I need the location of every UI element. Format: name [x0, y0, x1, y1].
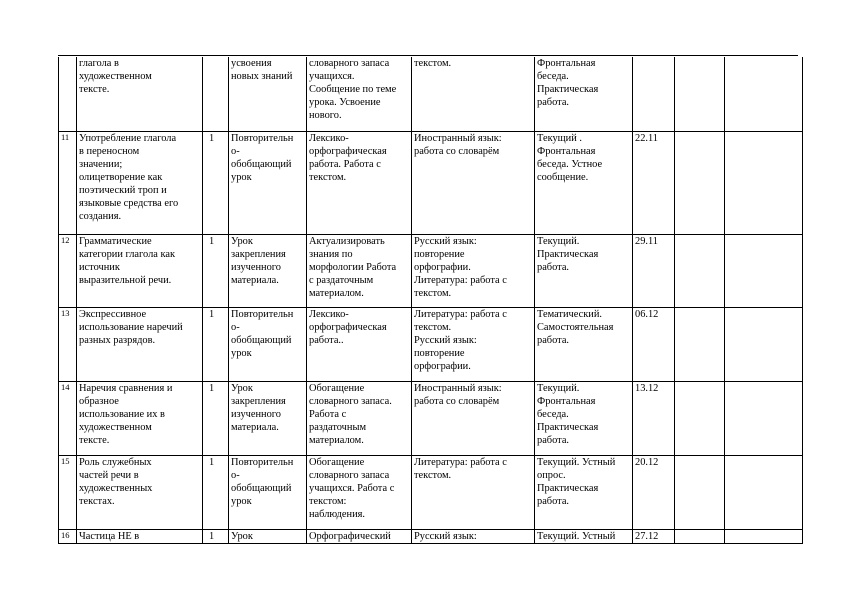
cell-line: наблюдения.	[309, 508, 366, 520]
cell-extra2	[725, 455, 803, 529]
cell-hours: 1	[203, 307, 229, 381]
cell-line: текстом.	[414, 321, 452, 333]
cell-line: Литература: работа с	[414, 456, 507, 468]
cell-line: изученного	[231, 261, 281, 273]
cell-line: раздаточным	[309, 421, 367, 433]
cell-line: Тематический.	[537, 308, 602, 320]
cell-line: беседа. Устное	[537, 158, 603, 170]
cell-lesson-type	[229, 381, 307, 455]
cell-extra2	[725, 529, 803, 543]
cell-line: Литература: работа с	[414, 274, 507, 286]
cell-line: Орфографический	[309, 530, 391, 542]
cell-line: новых знаний	[231, 71, 293, 82]
cell-line: Самостоятельная	[537, 321, 614, 333]
cell-line: морфологии Работа	[309, 261, 397, 273]
cell-line: текстом.	[414, 469, 452, 481]
cell-extra2	[725, 131, 803, 234]
cell-date	[633, 57, 675, 131]
cell-lesson-type	[229, 529, 307, 543]
cell-line: Наречия сравнения и	[79, 382, 173, 394]
cell-topic	[77, 307, 203, 381]
cell-line: повторение	[414, 248, 465, 260]
cell-line: учащихся. Работа с	[309, 482, 395, 494]
cell-hours: 1	[203, 131, 229, 234]
cell-hours: 1	[203, 234, 229, 307]
cell-num: 11	[59, 131, 77, 234]
cell-activities	[307, 234, 412, 307]
table-row	[59, 234, 803, 307]
cell-links	[412, 307, 535, 381]
cell-line: текстом.	[414, 287, 452, 299]
cell-extra2	[725, 307, 803, 381]
cell-line: Лексико-	[309, 308, 349, 320]
cell-line: работа. Работа с	[309, 158, 381, 170]
cell-topic	[77, 529, 203, 543]
cell-extra1	[675, 234, 725, 307]
cell-line: о-	[231, 321, 240, 333]
cell-line: Практическая	[537, 248, 599, 260]
cell-line: Текущий. Устный	[537, 530, 616, 542]
cell-links	[412, 57, 535, 131]
cell-line: использование наречий	[79, 321, 183, 333]
cell-line: Актуализировать	[309, 235, 385, 247]
cell-line: урок	[231, 495, 252, 507]
cell-line: Иностранный язык:	[414, 382, 502, 394]
cell-lesson-type	[229, 131, 307, 234]
cell-line: закрепления	[231, 248, 286, 260]
cell-line: частей речи в	[79, 469, 139, 481]
cell-line: сообщение.	[537, 171, 589, 183]
cell-control	[535, 381, 633, 455]
cell-line: обобщающий	[231, 158, 292, 170]
cell-lesson-type	[229, 455, 307, 529]
cell-line: Текущий.	[537, 382, 580, 394]
cell-line: урок	[231, 347, 252, 359]
cell-num	[59, 57, 77, 131]
cell-line: обобщающий	[231, 334, 292, 346]
cell-extra1	[675, 57, 725, 131]
cell-line: поэтический троп и	[79, 184, 167, 196]
table-row	[59, 307, 803, 381]
cell-line: о-	[231, 145, 240, 157]
cell-line: материалом.	[309, 434, 364, 446]
cell-line: работа.	[537, 434, 570, 446]
cell-line: с раздаточным	[309, 274, 374, 286]
cell-line: орфографическая	[309, 321, 387, 333]
cell-line: учащихся.	[309, 71, 355, 82]
cell-line: Лексико-	[309, 132, 349, 144]
cell-num: 14	[59, 381, 77, 455]
cell-line: в переносном	[79, 145, 140, 157]
cell-links	[412, 455, 535, 529]
cell-num: 16	[59, 529, 77, 543]
cell-topic	[77, 455, 203, 529]
cell-line: Урок	[231, 530, 253, 542]
cell-num: 13	[59, 307, 77, 381]
cell-line: Обогащение	[309, 382, 365, 394]
cell-line: работа.	[537, 334, 570, 346]
cell-links	[412, 381, 535, 455]
cell-num: 12	[59, 234, 77, 307]
cell-topic	[77, 234, 203, 307]
cell-line: Частица НЕ в	[79, 530, 140, 542]
cell-line: материала.	[231, 274, 279, 286]
cell-activities	[307, 529, 412, 543]
cell-line: работа.	[537, 261, 570, 273]
cell-line: закрепления	[231, 395, 286, 407]
cell-control	[535, 57, 633, 131]
cell-line: усвоения	[231, 58, 272, 69]
cell-line: источник	[79, 261, 120, 273]
cell-extra2	[725, 234, 803, 307]
cell-line: Литература: работа с	[414, 308, 507, 320]
cell-line: Практическая	[537, 84, 599, 95]
cell-line: выразительной речи.	[79, 274, 172, 286]
cell-line: работа.	[537, 97, 570, 108]
cell-extra2	[725, 57, 803, 131]
cell-line: Текущий.	[537, 235, 580, 247]
cell-control	[535, 455, 633, 529]
cell-line: беседа.	[537, 71, 569, 82]
cell-line: языковые средства его	[79, 197, 179, 209]
cell-extra1	[675, 131, 725, 234]
cell-line: словарного запаса.	[309, 395, 392, 407]
cell-date: 29.11	[633, 234, 675, 307]
cell-line: текстом.	[309, 171, 347, 183]
cell-line: Фронтальная	[537, 58, 596, 69]
cell-line: Русский язык:	[414, 235, 477, 247]
cell-line: олицетворение как	[79, 171, 163, 183]
cell-line: опрос.	[537, 469, 566, 481]
cell-line: работа со словарём	[414, 395, 500, 407]
cell-activities	[307, 307, 412, 381]
cell-num: 15	[59, 455, 77, 529]
cell-line: Фронтальная	[537, 395, 596, 407]
cell-line: Практическая	[537, 482, 599, 494]
cell-line: орфографии.	[414, 360, 471, 372]
cell-line: урок	[231, 171, 252, 183]
cell-line: изученного	[231, 408, 281, 420]
cell-line: категории глагола как	[79, 248, 176, 260]
cell-hours: 1	[203, 529, 229, 543]
table-row	[59, 529, 803, 543]
cell-line: Текущий .	[537, 132, 582, 144]
cell-activities	[307, 57, 412, 131]
cell-extra1	[675, 529, 725, 543]
cell-topic	[77, 57, 203, 131]
cell-line: Повторительн	[231, 132, 294, 144]
cell-line: использование их в	[79, 408, 165, 420]
cell-links	[412, 131, 535, 234]
cell-line: нового.	[309, 110, 342, 121]
cell-line: материала.	[231, 421, 279, 433]
top-rule-mark	[786, 55, 798, 56]
cell-extra1	[675, 381, 725, 455]
cell-line: текстом.	[414, 58, 452, 69]
cell-line: разных разрядов.	[79, 334, 156, 346]
cell-date: 13.12	[633, 381, 675, 455]
cell-line: Сообщение по теме	[309, 84, 397, 95]
cell-hours: 1	[203, 381, 229, 455]
cell-line: художественном	[79, 421, 152, 433]
cell-line: Урок	[231, 235, 253, 247]
cell-lesson-type	[229, 307, 307, 381]
cell-line: Русский язык:	[414, 334, 477, 346]
cell-line: создания.	[79, 210, 122, 222]
cell-line: значении;	[79, 158, 123, 170]
cell-date: 20.12	[633, 455, 675, 529]
cell-date: 06.12	[633, 307, 675, 381]
cell-line: Текущий. Устный	[537, 456, 616, 468]
cell-line: тексте.	[79, 434, 110, 446]
cell-line: художественных	[79, 482, 153, 494]
cell-extra1	[675, 307, 725, 381]
cell-line: глагола в	[79, 58, 119, 69]
cell-control	[535, 131, 633, 234]
cell-line: тексте.	[79, 84, 110, 95]
cell-lesson-type	[229, 234, 307, 307]
cell-line: образное	[79, 395, 119, 407]
cell-control	[535, 234, 633, 307]
cell-line: знания по	[309, 248, 353, 260]
cell-activities	[307, 455, 412, 529]
cell-extra1	[675, 455, 725, 529]
cell-control	[535, 529, 633, 543]
cell-line: о-	[231, 469, 240, 481]
table-row	[59, 57, 803, 131]
cell-line: текстах.	[79, 495, 115, 507]
table-row	[59, 131, 803, 234]
cell-line: работа..	[309, 334, 344, 346]
cell-line: Грамматические	[79, 235, 152, 247]
cell-line: работа со словарём	[414, 145, 500, 157]
cell-activities	[307, 381, 412, 455]
cell-topic	[77, 131, 203, 234]
cell-line: Роль служебных	[79, 456, 152, 468]
cell-links	[412, 234, 535, 307]
cell-control	[535, 307, 633, 381]
top-rule	[58, 55, 786, 56]
cell-line: урока. Усвоение	[309, 97, 381, 108]
cell-line: Урок	[231, 382, 253, 394]
cell-line: Употребление глагола	[79, 132, 177, 144]
cell-line: Практическая	[537, 421, 599, 433]
cell-line: словарного запаса	[309, 469, 390, 481]
cell-date: 22.11	[633, 131, 675, 234]
cell-line: материалом.	[309, 287, 364, 299]
cell-hours: 1	[203, 455, 229, 529]
cell-line: Повторительн	[231, 308, 294, 320]
table-row	[59, 381, 803, 455]
cell-date: 27.12	[633, 529, 675, 543]
cell-line: Обогащение	[309, 456, 365, 468]
cell-topic	[77, 381, 203, 455]
cell-line: беседа.	[537, 408, 569, 420]
cell-lesson-type	[229, 57, 307, 131]
cell-line: Работа с	[309, 408, 347, 420]
cell-line: художественном	[79, 71, 152, 82]
cell-line: повторение	[414, 347, 465, 359]
cell-extra2	[725, 381, 803, 455]
cell-line: Фронтальная	[537, 145, 596, 157]
table-row	[59, 455, 803, 529]
cell-line: работа.	[537, 495, 570, 507]
cell-line: орфографии.	[414, 261, 471, 273]
cell-line: Иностранный язык:	[414, 132, 502, 144]
cell-line: Экспрессивное	[79, 308, 147, 320]
cell-line: словарного запаса	[309, 58, 390, 69]
cell-line: Русский язык:	[414, 530, 477, 542]
lesson-plan-table	[58, 57, 803, 544]
cell-activities	[307, 131, 412, 234]
cell-links	[412, 529, 535, 543]
cell-hours	[203, 57, 229, 131]
cell-line: орфографическая	[309, 145, 387, 157]
cell-line: текстом:	[309, 495, 347, 507]
cell-line: обобщающий	[231, 482, 292, 494]
cell-line: Повторительн	[231, 456, 294, 468]
